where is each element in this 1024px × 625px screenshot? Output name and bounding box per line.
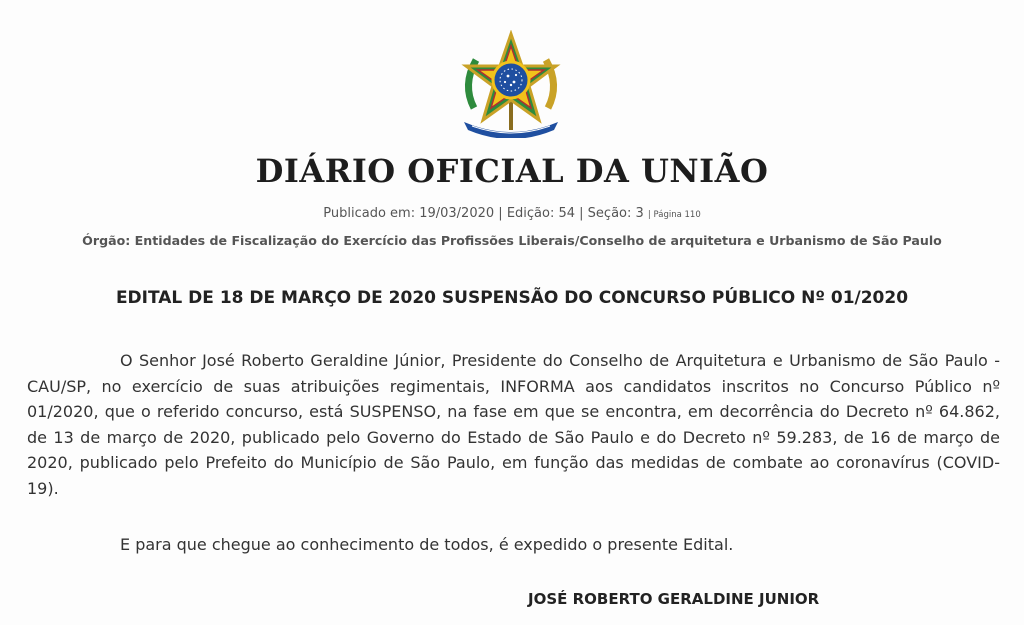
signature-name: JOSÉ ROBERTO GERALDINE JUNIOR xyxy=(528,590,820,608)
brazil-coat-of-arms-icon xyxy=(456,30,566,138)
closing-statement: E para que chegue ao conhecimento de todos, é expedido o presente Edital. xyxy=(120,535,734,554)
issuing-organ: Órgão: Entidades de Fiscalização do Exercício das Profissões Liberais/Conselho de arquitetura e Urbanismo de São Paulo xyxy=(82,233,942,248)
page-title: DIÁRIO OFICIAL DA UNIÃO xyxy=(255,152,769,190)
edital-body xyxy=(27,348,1000,502)
publication-meta: Publicado em: 19/03/2020 | Edição: 54 | Seção: 3 | Página 110 xyxy=(323,206,701,221)
edition-number: Edição: 54 xyxy=(506,206,576,221)
edital-paragraph: O Senhor José Roberto Geraldine Júnior, Presidente do Conselho de Arquitetura e Urbanismo de São Paulo - CAU/SP, no exercício de suas atribuições regimentais, INFORMA aos candidatos inscritos no Concurso Público nº 01/2020, que o referido concurso, está SUSPENSO, na fase em que se encontra, em decorrência do Decreto nº 64.862, de 13 de março de 2020, publicado pelo Governo do Estado de São Paulo e do Decreto nº 59.283, de 16 de março de 2020, publicado pelo Prefeito do Município de São Paulo, em função das medidas de combate ao coronavírus (COVID-19). xyxy=(27,351,1000,498)
page-number: | Página 110 xyxy=(647,210,701,220)
edital-title: EDITAL DE 18 DE MARÇO DE 2020 SUSPENSÃO DO CONCURSO PÚBLICO Nº 01/2020 xyxy=(115,288,909,308)
publication-date: Publicado em: 19/03/2020 xyxy=(323,206,495,221)
section-number: Seção: 3 xyxy=(587,206,644,221)
